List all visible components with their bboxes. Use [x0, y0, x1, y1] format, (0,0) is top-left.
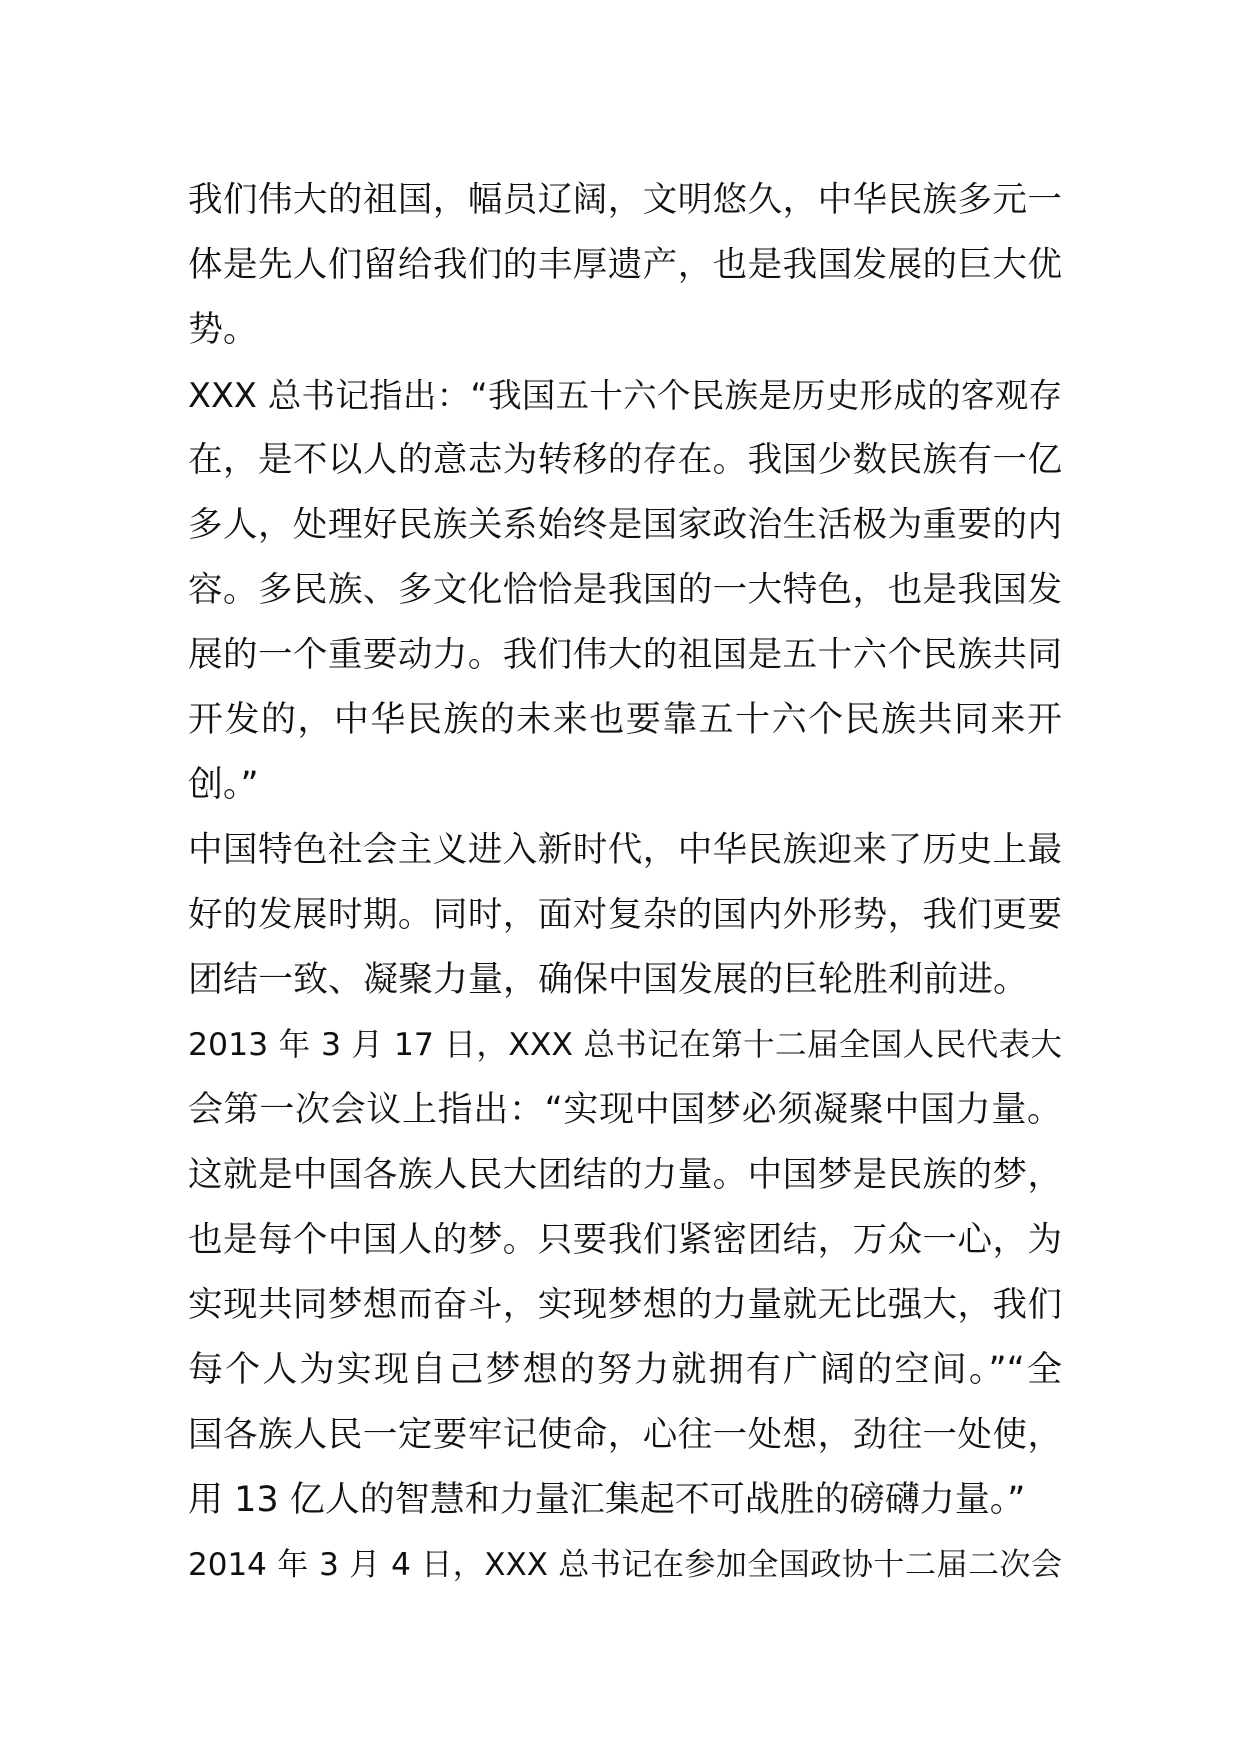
text-line: 我们伟大的祖国，幅员辽阔，文明悠久，中华民族多元一: [188, 180, 1062, 220]
text-line: 在，是不以人的意志为转移的存在。我国少数民族有一亿: [188, 440, 1062, 480]
text-line: 展的一个重要动力。我们伟大的祖国是五十六个民族共同: [188, 635, 1062, 675]
document-page: [188, 168, 1062, 1598]
text-line: XXX 总书记指出：“我国五十六个民族是历史形成的客观存: [188, 376, 1062, 415]
text-line: 国各族人民一定要牢记使命，心往一处想，劲往一处使，: [188, 1415, 1062, 1455]
text-line: 2014 年 3 月 4 日，XXX 总书记在参加全国政协十二届二次会: [188, 1547, 1062, 1583]
text-line: 体是先人们留给我们的丰厚遗产，也是我国发展的巨大优: [188, 245, 1062, 285]
text-line: 每个人为实现自己梦想的努力就拥有广阔的空间。”“全: [188, 1350, 1062, 1390]
text-line: 势。: [188, 310, 259, 350]
text-line: 2013 年 3 月 17 日，XXX 总书记在第十二届全国人民代表大: [188, 1027, 1062, 1063]
text-line: 也是每个中国人的梦。只要我们紧密团结，万众一心，为: [188, 1220, 1062, 1260]
text-line: 好的发展时期。同时，面对复杂的国内外形势，我们更要: [188, 895, 1062, 935]
text-line: 用 13 亿人的智慧和力量汇集起不可战胜的磅礴力量。”: [188, 1480, 1026, 1520]
text-line: 容。多民族、多文化恰恰是我国的一大特色，也是我国发: [188, 570, 1062, 610]
text-line: 这就是中国各族人民大团结的力量。中国梦是民族的梦，: [188, 1155, 1062, 1195]
text-line: 团结一致、凝聚力量，确保中国发展的巨轮胜利前进。: [188, 960, 1029, 1000]
text-line: 创。”: [188, 765, 259, 805]
text-line: 实现共同梦想而奋斗，实现梦想的力量就无比强大，我们: [188, 1285, 1062, 1325]
text-line: 会第一次会议上指出：“实现中国梦必须凝聚中国力量。: [188, 1090, 1062, 1130]
text-line: 中国特色社会主义进入新时代，中华民族迎来了历史上最: [188, 830, 1062, 870]
text-line: 开发的，中华民族的未来也要靠五十六个民族共同来开: [188, 700, 1062, 740]
text-line: 多人，处理好民族关系始终是国家政治生活极为重要的内: [188, 505, 1062, 545]
